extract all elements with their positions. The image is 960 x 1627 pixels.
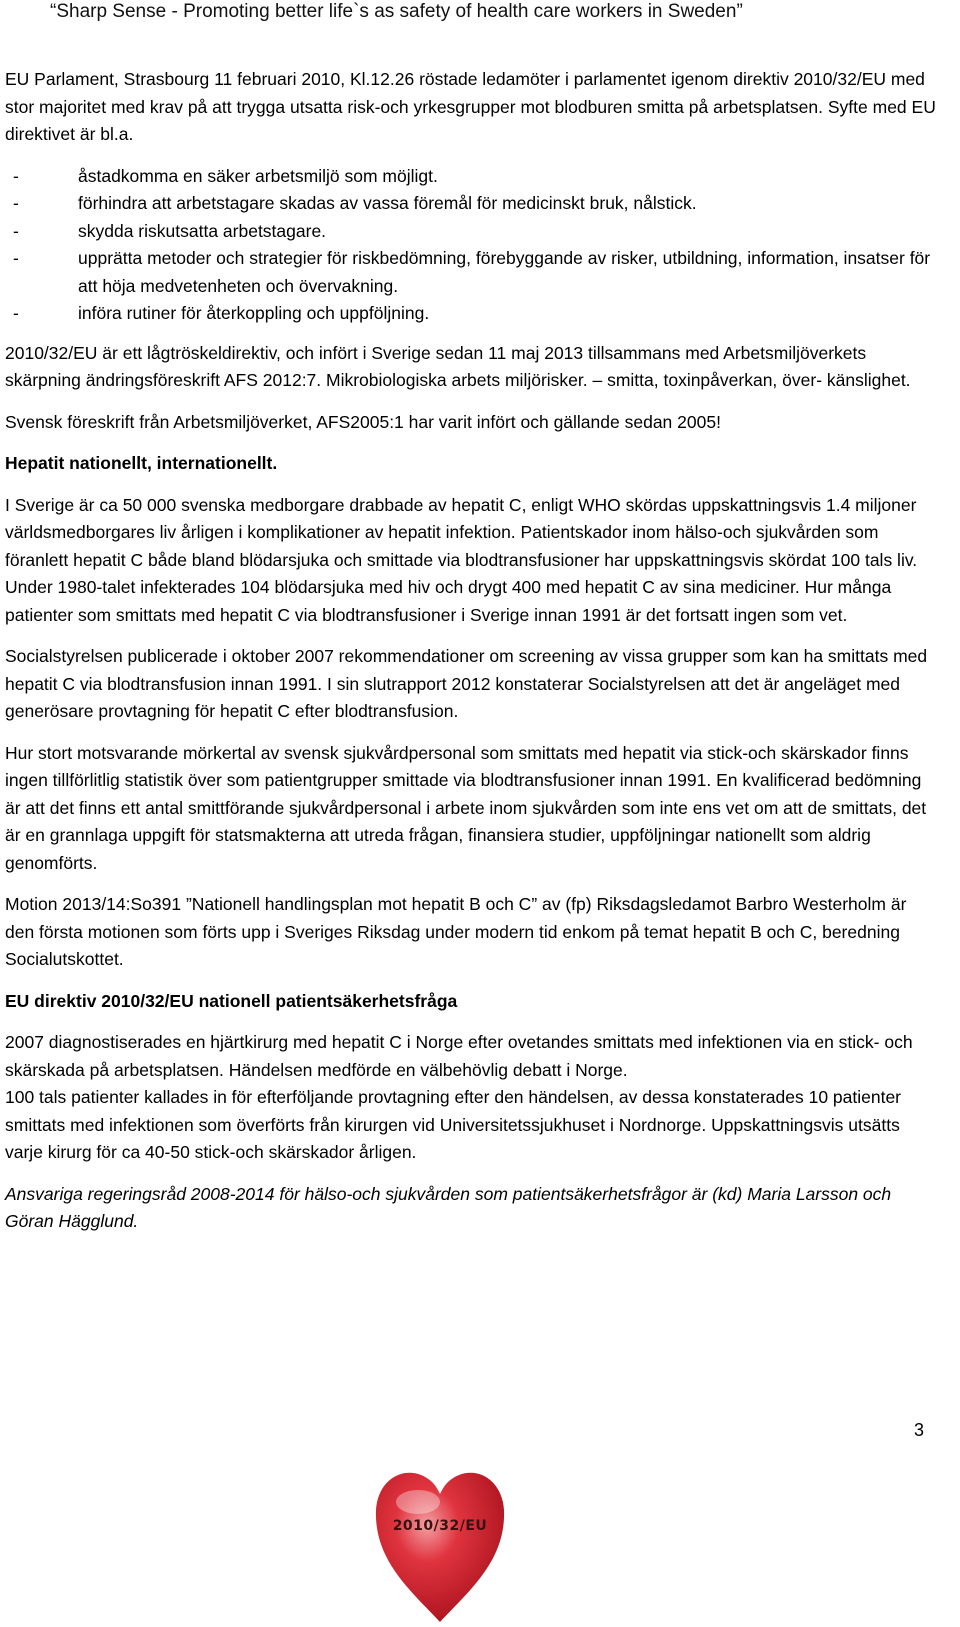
header-title: “Sharp Sense - Promoting better life`s as safety of health care workers in Sweden”: [50, 1, 743, 22]
logo-label: 2010/32/EU: [392, 1518, 488, 1534]
socialstyrelsen-paragraph: Socialstyrelsen publicerade i oktober 2007 rekommendationer om screening av vissa grupper som kan ha smittats med hepatit C via blodtransfusion innan 1991. I sin slutrapport 2012 konstaterar Socialstyrelsen att det är angeläget med generösare provtagning för hepatit C efter blodtransfusion.: [5, 646, 928, 721]
list-item: - förhindra att arbetstagare skadas av vassa föremål för medicinskt bruk, nålstick.: [5, 190, 940, 218]
list-item: - införa rutiner för återkoppling och uppföljning.: [5, 300, 940, 328]
section-heading-hepatitis: Hepatit nationellt, internationellt.: [5, 453, 278, 473]
list-item: - skydda riskutsatta arbetstagare.: [5, 218, 940, 246]
staff-paragraph: Hur stort motsvarande mörkertal av svensk sjukvårdpersonal som smittats med hepatit via stick-och skärskador finns ingen tillförlitlig statistik över som patientgrupper smittade via blodtransfusioner innan 1991. En kvalificerad bedömning är att det finns ett antal smittförande sjukvårdpersonal i arbete inom sjukvården som inte ens vet om att de smittats, det är en grannlaga uppgift för statsmakterna att utreda frågan, finansiera studier, uppföljningar nationellt som aldrig genomförts.: [5, 742, 927, 873]
responsible-ministers-paragraph: Ansvariga regeringsråd 2008-2014 för hälso-och sjukvården som patientsäkerhetsfrågor är (kd) Maria Larsson och Göran Hägglund.: [5, 1183, 892, 1231]
directive-paragraph: 2010/32/EU är ett lågtröskeldirektiv, och infört i Sverige sedan 11 maj 2013 tillsammans med Arbetsmiljöverkets skärpning ändringsföreskrift AFS 2012:7. Mikrobiologiska arbets miljörisker. – smitta, toxinpåverkan, över- känslighet.: [5, 342, 911, 390]
page-header: [50, 0, 910, 24]
section-heading-directive: EU direktiv 2010/32/EU nationell patientsäkerhetsfråga: [5, 990, 458, 1011]
hepatitis-paragraph: I Sverige är ca 50 000 svenska medborgare drabbade av hepatit C, enligt WHO skördas uppskattningsvis 1.4 miljoner världsmedborgares liv årligen i komplikationer av hepatit infektion. Patientskador inom hälso-och sjukvården som föranlett hepatit C både bland blödarsjuka och smittade via blodtransfusioner har uppskattningsvis skördat 100 tals liv. Under 1980-talet infekterades 104 blödarsjuka med hiv och drygt 400 med hepatit C av sina mediciner. Hur många patienter som smittats med hepatit C via blodtransfusioner i Sverige innan 1991 är det fortsatt ingen som vet.: [5, 494, 918, 625]
intro-paragraph: EU Parlament, Strasbourg 11 februari 2010, Kl.12.26 röstade ledamöter i parlamentet igenom direktiv 2010/32/EU med stor majoritet med krav på att trygga utsatta risk-och yrkesgrupper mot blodburen smitta på arbetsplatsen. Syfte med EU direktivet är bl.a.: [5, 69, 936, 144]
motion-paragraph: Motion 2013/14:So391 ”Nationell handlingsplan mot hepatit B och C” av (fp) Riksdagsledamot Barbro Westerholm är den första motionen som förts upp i Sveriges Riksdag under modern tid enkom på temat hepatit B och C, beredning Socialutskottet.: [5, 894, 907, 969]
bullet-dash: -: [13, 303, 19, 323]
list-item: - åstadkomma en säker arbetsmiljö som möjligt.: [5, 163, 940, 191]
regulation-paragraph: Svensk föreskrift från Arbetsmiljöverket, AFS2005:1 har varit infört och gällande sedan 2005!: [5, 411, 721, 432]
page-number: 3: [913, 1420, 924, 1440]
directive-goals-list: [5, 163, 940, 328]
bullet-dash: -: [13, 220, 19, 241]
document-body: [5, 66, 940, 1236]
bullet-dash: -: [13, 193, 19, 213]
heart-logo: [370, 1440, 510, 1622]
bullet-dash: -: [13, 248, 19, 268]
norway-case-paragraph: 2007 diagnostiserades en hjärtkirurg med hepatit C i Norge efter ovetandes smittats med infektionen via en stick- och skärskada på arbetsplatsen. Händelsen medförde en välbehövlig debatt i Norge. 100 tals patienter kallades in för efterföljande provtagning efter den händelsen, av dessa konstaterades 10 patienter smittats med infektionen som överförts från kirurgen vid Universitetssjukhuset i Nordnorge. Uppskattningsvis utsätts varje kirurg för ca 40-50 stick-och skärskador årligen.: [5, 1032, 913, 1162]
bullet-dash: -: [13, 165, 19, 186]
list-item: - upprätta metoder och strategier för riskbedömning, förebyggande av risker, utbildning, information, insatser för att höja medvetenheten och övervakning.: [5, 245, 940, 300]
